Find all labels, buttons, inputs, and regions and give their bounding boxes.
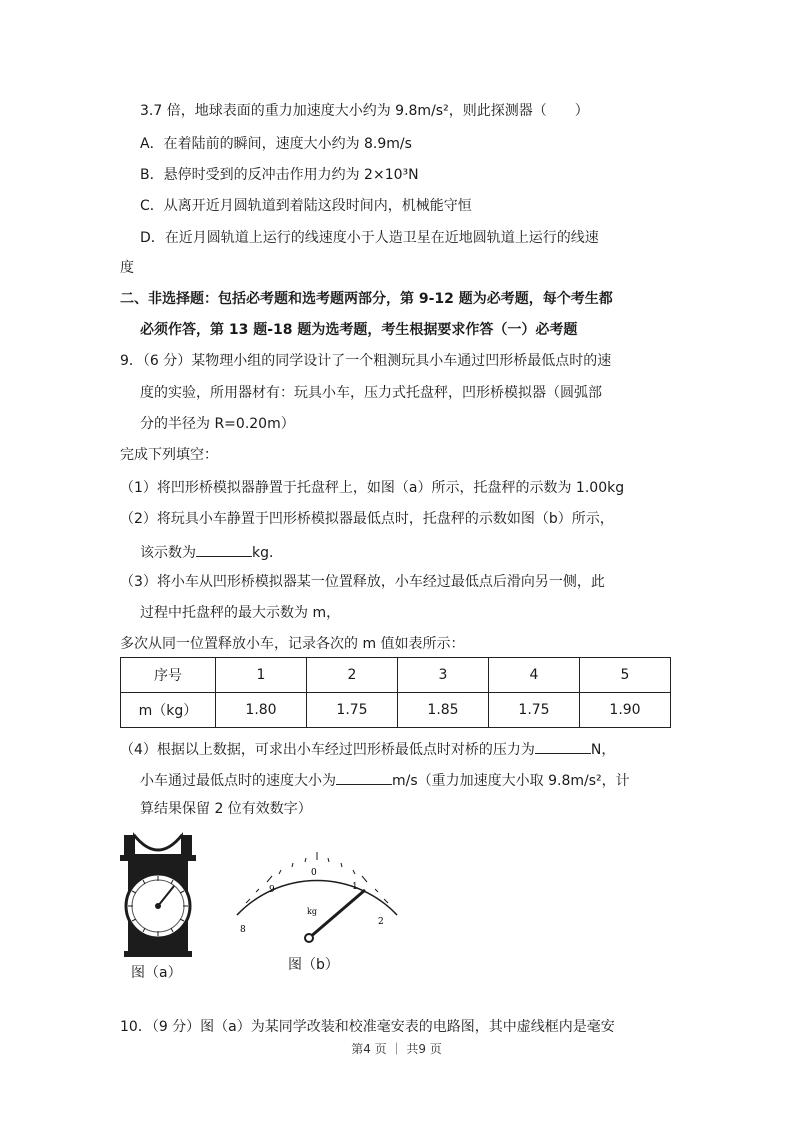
part-4 bbox=[120, 737, 615, 760]
answer-blank-speed[interactable] bbox=[336, 768, 392, 785]
option-c: C．从离开近月圆轨道到着陆这段时间内，机械能守恒 bbox=[140, 198, 472, 214]
part-1: （1）将凹形桥模拟器静置于托盘秤上，如图（a）所示，托盘秤的示数为 1.00kg bbox=[120, 480, 625, 496]
table-cell: 1.75 bbox=[307, 693, 398, 728]
part-3: （3）将小车从凹形桥模拟器某一位置释放，小车经过最低点后滑向另一侧，此 bbox=[120, 574, 605, 590]
part-2: （2）将玩具小车静置于凹形桥模拟器最低点时，托盘秤的示数如图（b）所示， bbox=[120, 511, 614, 527]
part-4-post: N， bbox=[590, 742, 616, 758]
option-d: D．在近月圆轨道上运行的线速度小于人造卫星在近地圆轨道上运行的线速 bbox=[140, 230, 599, 246]
table-cell: 2 bbox=[307, 658, 398, 693]
table-row bbox=[121, 658, 671, 693]
table-cell: 1.90 bbox=[580, 693, 671, 728]
table-cell: 5 bbox=[580, 658, 671, 693]
dial-label: 9 bbox=[269, 885, 275, 895]
table-cell: m（kg） bbox=[121, 693, 216, 728]
table-cell: 1 bbox=[216, 658, 307, 693]
fill-instruction: 完成下列填空： bbox=[120, 447, 218, 463]
dial-label: 0 bbox=[311, 868, 317, 878]
section-2-heading: 二、非选择题：包括必考题和选考题两部分，第 9-12 题为必考题，每个考生都 bbox=[120, 291, 613, 307]
part-4b-post: m/s（重力加速度大小取 9.8m/s²，计 bbox=[392, 773, 630, 789]
part-4-cont bbox=[140, 768, 630, 791]
option-b: B．悬停时受到的反冲击作用力约为 2×10³N bbox=[140, 167, 419, 183]
question-9: 9．（6 分）某物理小组的同学设计了一个粗测玩具小车通过凹形桥最低点时的速 bbox=[120, 353, 612, 369]
option-d-cont: 度 bbox=[120, 260, 134, 276]
figure-b-caption: 图（b） bbox=[288, 957, 339, 973]
dial-unit: kg bbox=[307, 907, 317, 916]
part-4b-pre: 小车通过最低点时的速度大小为 bbox=[140, 773, 336, 789]
table-cell: 4 bbox=[489, 658, 580, 693]
section-2-heading-cont: 必须作答，第 13 题-18 题为选考题，考生根据要求作答（一）必考题 bbox=[140, 322, 578, 338]
dial-label: 1 bbox=[352, 882, 358, 892]
table-intro: 多次从同一位置释放小车，记录各次的 m 值如表所示： bbox=[120, 636, 465, 652]
table-cell: 1.80 bbox=[216, 693, 307, 728]
dial-label: 8 bbox=[240, 925, 246, 935]
part-3-cont: 过程中托盘秤的最大示数为 m， bbox=[140, 605, 341, 621]
table-cell: 1.75 bbox=[489, 693, 580, 728]
question-9-cont1: 度的实验，所用器材有：玩具小车，压力式托盘秤，凹形桥模拟器（圆弧部 bbox=[140, 385, 602, 401]
table-cell: 1.85 bbox=[398, 693, 489, 728]
figure-b-dial bbox=[222, 840, 412, 945]
question-10: 10．（9 分）图（a）为某同学改装和校准毫安表的电路图，其中虚线框内是毫安 bbox=[120, 1019, 615, 1035]
part-2-pre: 该示数为 bbox=[140, 545, 196, 561]
part-2-post: kg． bbox=[252, 545, 283, 561]
table-cell: 3 bbox=[398, 658, 489, 693]
answer-blank-force[interactable] bbox=[535, 737, 591, 754]
option-a: A．在着陆前的瞬间，速度大小约为 8.9m/s bbox=[140, 136, 412, 152]
data-table bbox=[120, 657, 671, 728]
page-footer: 第4 页 ｜ 共9 页 bbox=[351, 1042, 442, 1056]
answer-blank-reading[interactable] bbox=[196, 540, 252, 557]
text-line-1: 3.7 倍，地球表面的重力加速度大小约为 9.8m/s²，则此探测器（ ） bbox=[140, 103, 589, 119]
part-2-cont bbox=[140, 540, 283, 563]
figure-a-caption: 图（a） bbox=[131, 965, 182, 981]
part-4-cont2: 算结果保留 2 位有效数字） bbox=[140, 801, 312, 817]
part-4-pre: （4）根据以上数据，可求出小车经过凹形桥最低点时对桥的压力为 bbox=[120, 742, 535, 758]
table-cell: 序号 bbox=[121, 658, 216, 693]
table-row bbox=[121, 693, 671, 728]
dial-label: 2 bbox=[378, 917, 384, 927]
figure-a-scale bbox=[118, 830, 198, 960]
question-9-cont2: 分的半径为 R=0.20m） bbox=[140, 416, 295, 432]
